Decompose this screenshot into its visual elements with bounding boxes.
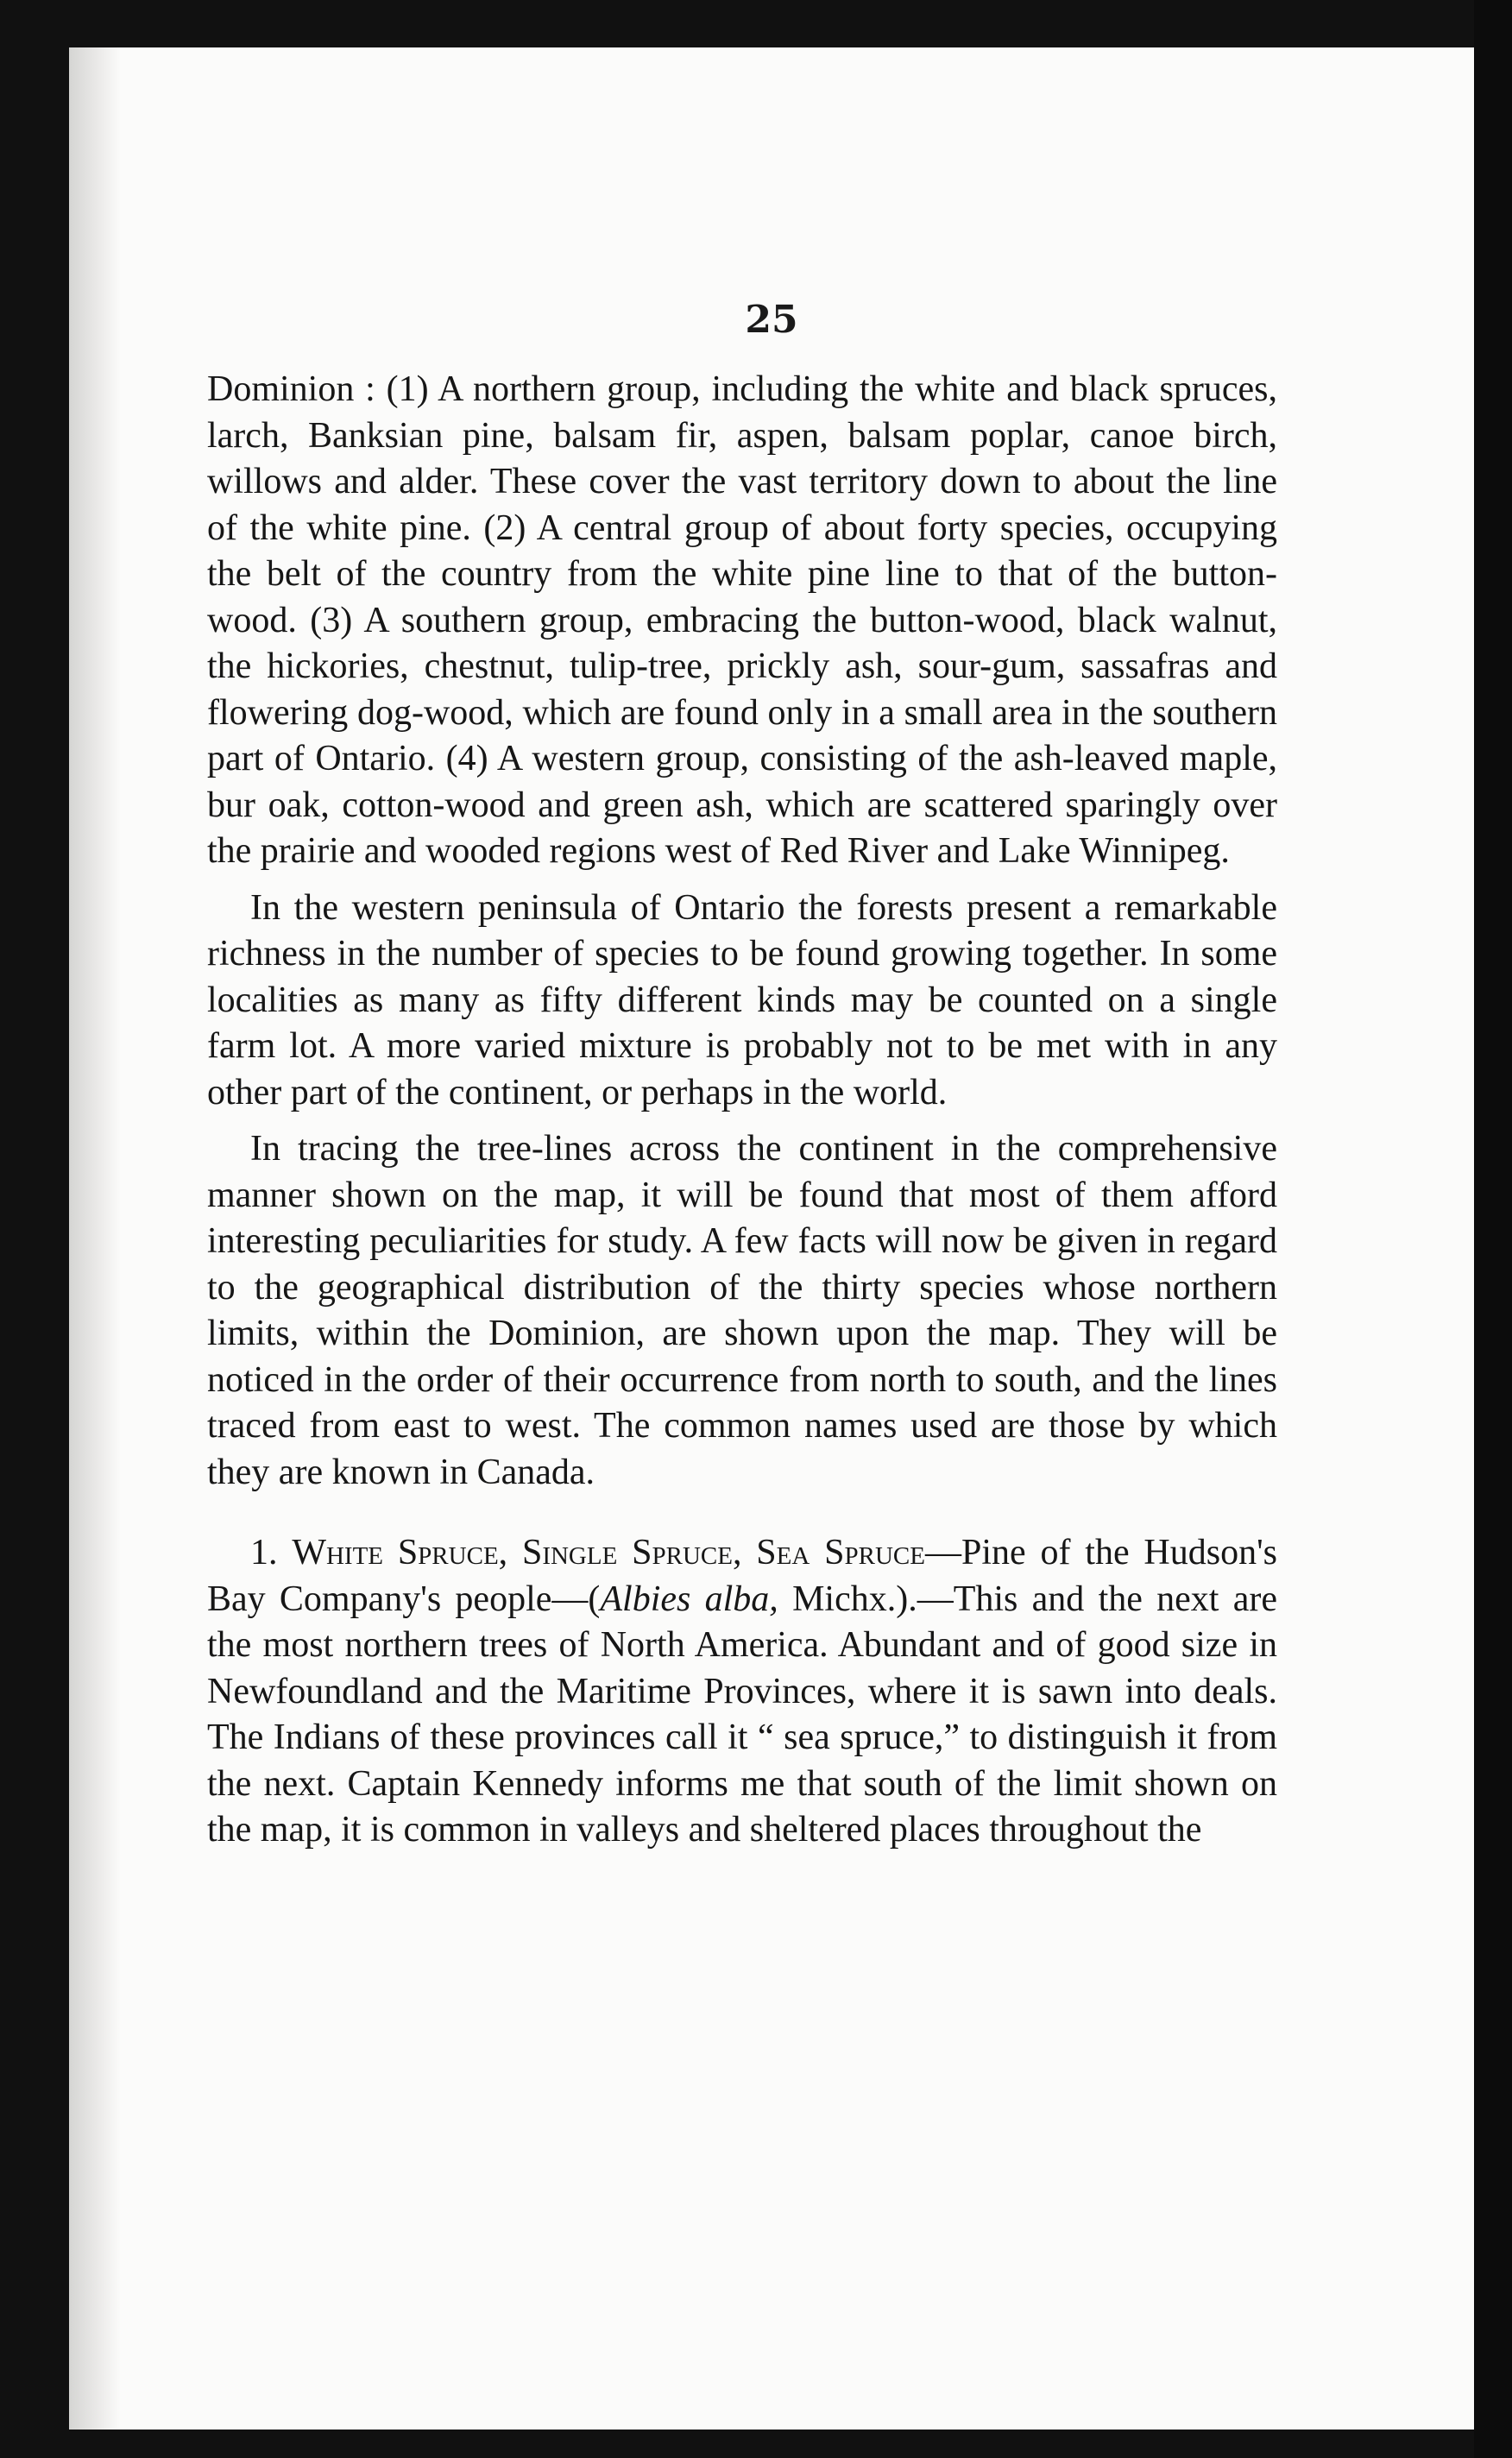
species-authority: Michx.).— [778,1579,954,1619]
species-number: 1. [250,1533,278,1572]
species-entry-white-spruce [207,1530,1277,1854]
paragraph-tracing-tree-lines: In tracing the tree-lines across the continent in the comprehensive manner shown on the map, it will be found that most of them afford interesting peculiarities for study. A few facts will now be given in regard to the geographical distribution of the thirty species whose northern limits, within the Dominion, are shown upon the map. They will be noticed in the order of their occurrence from north to south, and the lines traced from east to west. The common names used are those by which they are known in Canada. [207,1129,1277,1492]
page-gutter-shadow [69,47,121,2430]
paragraph-western-peninsula: In the western peninsula of Ontario the forests present a remarkable richness in the number of species to be found growing together. In some localities as many as fifty different kinds may be counted on a single farm lot. A more varied mixture is probably not to be met with in any other part of the continent, or perhaps in the world. [207,887,1277,1112]
page-number: 25 [745,298,798,342]
species-common-names: White Spruce, Single Spruce, Sea Spruce [292,1533,925,1572]
species-description: This and the next are the most northern trees of North America. Abundant and of good size in Newfoundland and the Maritime Provinces, where it is sawn into deals. The Indians of these provinces call it “ sea spruce,” to distinguish it from the next. Captain Kennedy informs me that south of the limit shown on the map, it is common in valleys and sheltered places throughout the [207,1579,1277,1850]
species-latin-name: Albies alba, [600,1579,778,1619]
paragraph-tree-groups: Dominion : (1) A northern group, including the white and black spruces, larch, Banksian pine, balsam fir, aspen, balsam poplar, canoe birch, willows and alder. These cover the vast territory down to about the line of the white pine. (2) A central group of about forty species, occupying the belt of the country from the white pine line to that of the button-wood. (3) A southern group, embracing the button-wood, black walnut, the hickories, chestnut, tulip-tree, prickly ash, sour-gum, sassafras and flowering dog-wood, which are found only in a small area in the southern part of Ontario. (4) A western group, consisting of the ash-leaved maple, bur oak, cotton-wood and green ash, which are scattered sparingly over the prairie and wooded regions west of Red River and Lake Winnipeg. [207,369,1277,871]
species-vernacular: —Pine of the Hudson's Bay Company's people—( [207,1533,1277,1619]
body-text [207,367,1277,1854]
scan-border [1474,0,1512,2458]
book-page [69,47,1474,2430]
